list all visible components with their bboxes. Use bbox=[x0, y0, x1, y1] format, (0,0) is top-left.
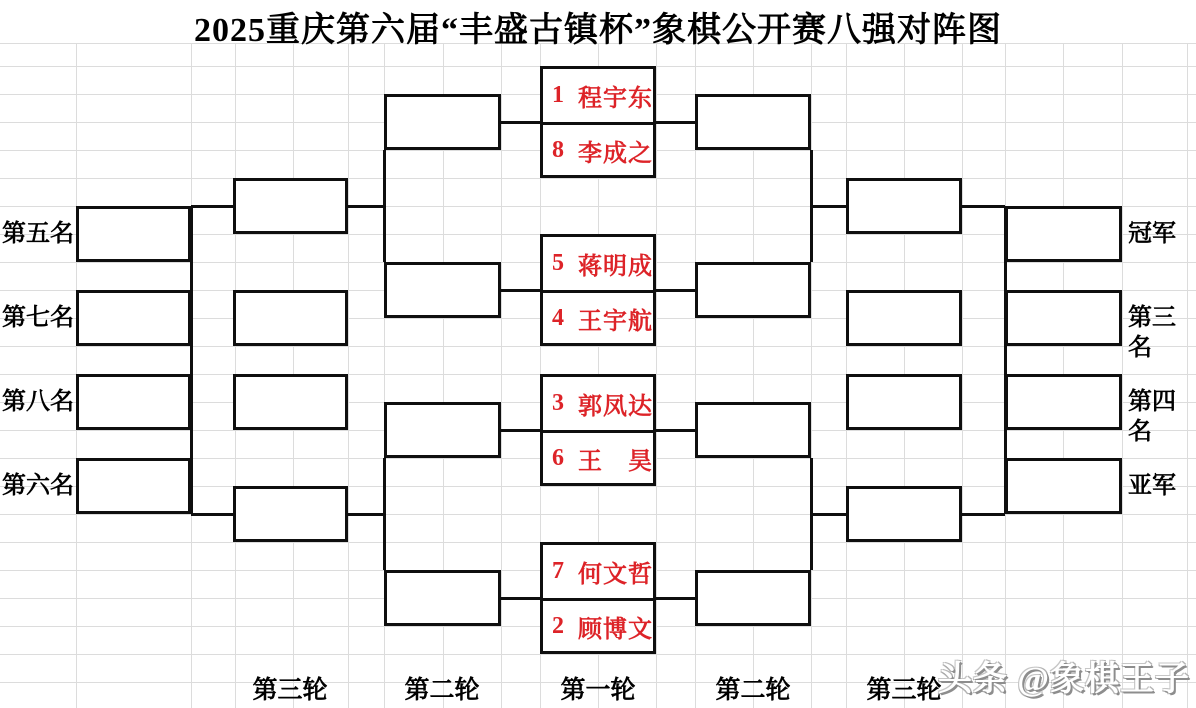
gridline-horizontal bbox=[0, 178, 1196, 179]
page-title: 2025重庆第六届“丰盛古镇杯”象棋公开赛八强对阵图 bbox=[194, 12, 1002, 49]
watermark-text: 头条 @象棋王子 bbox=[937, 661, 1190, 698]
bracket-line bbox=[656, 289, 695, 292]
gridline-vertical bbox=[348, 43, 349, 708]
right-label-third: 第三名 bbox=[1128, 305, 1176, 361]
right-label-runnerup: 亚军 bbox=[1128, 473, 1176, 499]
bracket-line bbox=[811, 205, 846, 208]
bracket-line bbox=[501, 121, 540, 124]
gridline-vertical bbox=[1187, 43, 1188, 708]
left-label-fifth: 第五名 bbox=[2, 221, 74, 247]
bracket-line bbox=[656, 429, 695, 432]
right-label-champion: 冠军 bbox=[1128, 221, 1176, 247]
gridline-vertical bbox=[501, 43, 502, 708]
left-round3-box-2 bbox=[233, 290, 348, 346]
player-slot bbox=[543, 290, 653, 343]
left-round2-box-1 bbox=[384, 94, 501, 150]
player-slot bbox=[543, 69, 653, 122]
right-final-box-3 bbox=[1005, 374, 1122, 430]
player-name: 李成之 bbox=[578, 140, 653, 167]
player-seed: 7 bbox=[552, 558, 564, 584]
bracket-line bbox=[191, 513, 233, 516]
player-name: 王 昊 bbox=[578, 448, 653, 475]
right-round3-box-1 bbox=[846, 178, 962, 234]
round-label-first: 第一轮 bbox=[560, 677, 636, 704]
player-name: 程宇东 bbox=[578, 86, 653, 112]
round-label-right-2: 第二轮 bbox=[715, 677, 791, 704]
gridline-horizontal bbox=[0, 514, 1196, 515]
gridline-vertical bbox=[811, 43, 812, 708]
right-round2-box-1 bbox=[695, 94, 811, 150]
left-round3-box-3 bbox=[233, 374, 348, 430]
right-round3-box-2 bbox=[846, 290, 962, 346]
gridline-vertical bbox=[1122, 43, 1123, 708]
player-slot bbox=[543, 545, 653, 598]
right-label-fourth: 第四名 bbox=[1128, 389, 1176, 445]
bracket-line bbox=[811, 513, 846, 516]
bracket-line bbox=[810, 150, 813, 262]
player-name: 蒋明成 bbox=[578, 254, 653, 280]
bracket-line bbox=[501, 597, 540, 600]
left-round3-box-1 bbox=[233, 178, 348, 234]
player-slot bbox=[543, 598, 653, 651]
gridline-horizontal bbox=[0, 346, 1196, 347]
first-round-pair-3 bbox=[540, 374, 656, 486]
right-final-box-4 bbox=[1005, 458, 1122, 514]
gridline-vertical bbox=[656, 43, 657, 708]
player-seed: 3 bbox=[552, 390, 564, 416]
bracket-line bbox=[656, 597, 695, 600]
bracket-line bbox=[191, 205, 233, 208]
bracket-line bbox=[348, 513, 384, 516]
player-slot bbox=[543, 430, 653, 483]
bracket-line bbox=[501, 289, 540, 292]
player-name: 郭凤达 bbox=[578, 394, 653, 420]
player-seed: 1 bbox=[552, 82, 564, 108]
bracket-line bbox=[348, 205, 384, 208]
first-round-pair-4 bbox=[540, 542, 656, 654]
player-name: 顾博文 bbox=[578, 616, 653, 643]
left-round2-box-3 bbox=[384, 402, 501, 458]
bracket-line bbox=[810, 458, 813, 570]
player-name: 王宇航 bbox=[578, 308, 653, 335]
left-final-box-1 bbox=[76, 206, 191, 262]
player-slot bbox=[543, 122, 653, 175]
player-seed: 2 bbox=[552, 612, 564, 639]
first-round-pair-2 bbox=[540, 234, 656, 346]
right-round2-box-2 bbox=[695, 262, 811, 318]
left-final-box-2 bbox=[76, 290, 191, 346]
left-final-box-4 bbox=[76, 458, 191, 514]
bracket-line bbox=[501, 429, 540, 432]
right-round2-box-4 bbox=[695, 570, 811, 626]
bracket-line bbox=[383, 150, 386, 262]
player-seed: 6 bbox=[552, 444, 564, 471]
left-label-seventh: 第七名 bbox=[2, 305, 74, 331]
player-slot bbox=[543, 377, 653, 430]
right-round3-box-4 bbox=[846, 486, 962, 542]
left-label-eighth: 第八名 bbox=[2, 389, 74, 415]
round-label-left-3: 第三轮 bbox=[252, 677, 328, 704]
player-slot bbox=[543, 237, 653, 290]
bracket-line bbox=[656, 121, 695, 124]
player-seed: 5 bbox=[552, 250, 564, 276]
left-label-sixth: 第六名 bbox=[2, 473, 74, 499]
right-final-box-2 bbox=[1005, 290, 1122, 346]
left-round2-box-2 bbox=[384, 262, 501, 318]
player-seed: 4 bbox=[552, 304, 564, 331]
left-round3-box-4 bbox=[233, 486, 348, 542]
bracket-line bbox=[962, 205, 1005, 208]
round-label-left-2: 第二轮 bbox=[404, 677, 480, 704]
player-name: 何文哲 bbox=[578, 562, 653, 588]
player-seed: 8 bbox=[552, 136, 564, 163]
right-round2-box-3 bbox=[695, 402, 811, 458]
bracket-line bbox=[383, 458, 386, 570]
gridline-vertical bbox=[962, 43, 963, 708]
round-label-right-3: 第三轮 bbox=[866, 677, 942, 704]
right-final-box-1 bbox=[1005, 206, 1122, 262]
bracket-line bbox=[962, 513, 1005, 516]
right-round3-box-3 bbox=[846, 374, 962, 430]
left-final-box-3 bbox=[76, 374, 191, 430]
first-round-pair-1 bbox=[540, 66, 656, 178]
left-round2-box-4 bbox=[384, 570, 501, 626]
